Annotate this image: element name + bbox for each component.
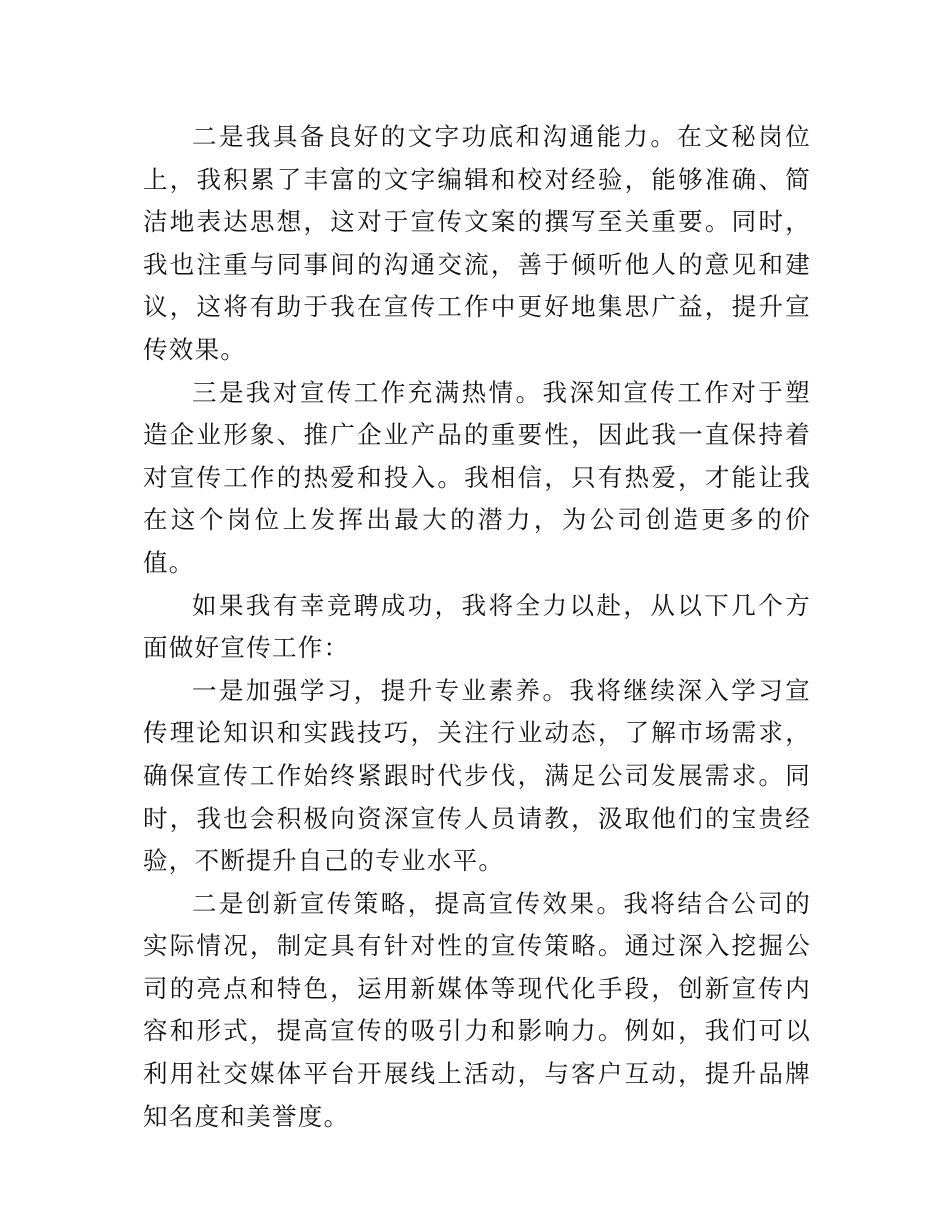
paragraph-5: 二是创新宣传策略，提高宣传效果。我将结合公司的实际情况，制定具有针对性的宣传策略。通过深入挖掘公司的亮点和特色，运用新媒体等现代化手段，创新宣传内容和形式，提高宣传的吸引力和影响力。例如，我们可以利用社交媒体平台开展线上活动，与客户互动，提升品牌知名度和美誉度。 (143, 888, 811, 1131)
paragraph-3: 如果我有幸竞聘成功，我将全力以赴，从以下几个方面做好宣传工作： (143, 590, 811, 663)
paragraph-1: 二是我具备良好的文字功底和沟通能力。在文秘岗位上，我积累了丰富的文字编辑和校对经验，能够准确、简洁地表达思想，这对于宣传文案的撰写至关重要。同时，我也注重与同事间的沟通交流，善于倾听他人的意见和建议，这将有助于我在宣传工作中更好地集思广益，提升宣传效果。 (143, 122, 811, 364)
paragraph-2: 三是我对宣传工作充满热情。我深知宣传工作对于塑造企业形象、推广企业产品的重要性，因此我一直保持着对宣传工作的热爱和投入。我相信，只有热爱，才能让我在这个岗位上发挥出最大的潜力，为公司创造更多的价值。 (143, 377, 811, 577)
document-body (143, 116, 811, 1138)
paragraph-4: 一是加强学习，提升专业素养。我将继续深入学习宣传理论知识和实践技巧，关注行业动态，了解市场需求，确保宣传工作始终紧跟时代步伐，满足公司发展需求。同时，我也会积极向资深宣传人员请教，汲取他们的宝贵经验，不断提升自己的专业水平。 (143, 675, 811, 876)
